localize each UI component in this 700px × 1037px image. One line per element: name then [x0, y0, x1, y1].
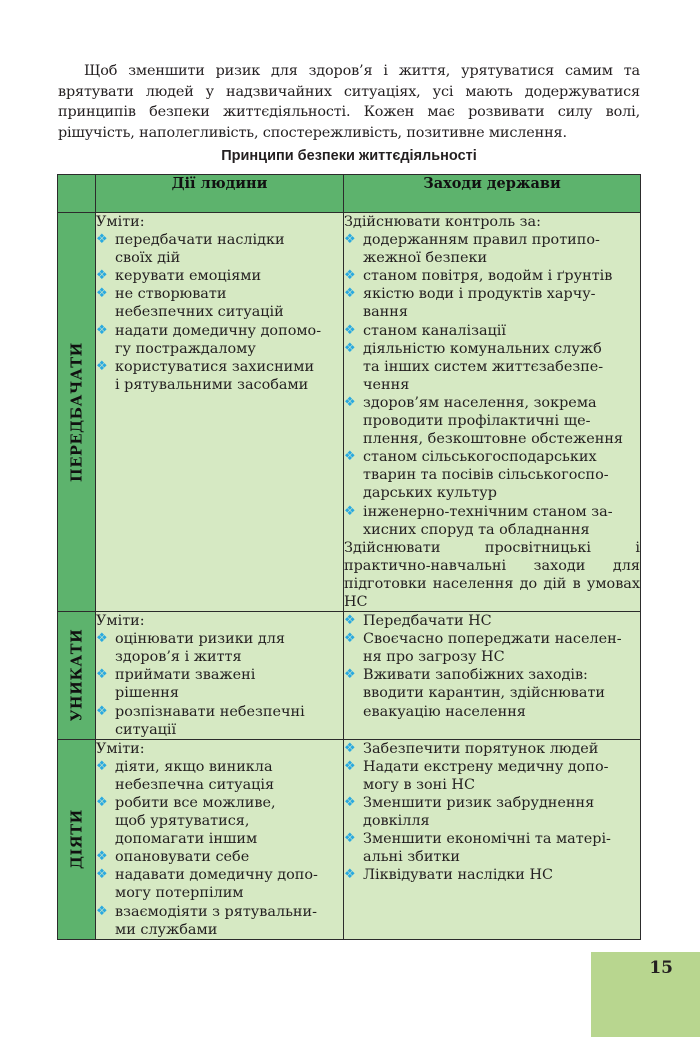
list-item	[344, 394, 640, 448]
list-item-line: якістю води і продуктів харчу-	[363, 286, 596, 303]
list-item	[96, 794, 343, 848]
list-item-line: інженерно-технічним станом за-	[363, 503, 613, 520]
state-outro	[344, 539, 640, 611]
row-label-cell	[58, 213, 96, 612]
list-item-line: ситуації	[115, 721, 177, 738]
list-item-line: плення, безкоштовне обстеження	[363, 431, 624, 448]
human-intro: Уміти:	[96, 214, 145, 230]
human-actions-cell	[96, 612, 344, 740]
list-item-line: могу в зоні НС	[363, 776, 475, 793]
diamond-bullet-icon: ❖	[96, 286, 108, 302]
diamond-bullet-icon: ❖	[96, 322, 108, 338]
list-item	[344, 285, 640, 321]
list-item	[96, 903, 343, 939]
row-label-avoid: УНИКАТИ	[68, 628, 85, 722]
list-item-line: Зменшити економічні та матері-	[363, 831, 611, 848]
list-item	[344, 322, 640, 340]
human-actions-list	[96, 231, 343, 394]
list-item-line: хисних споруд та обладнання	[363, 521, 590, 538]
intro-paragraph: Щоб зменшити ризик для здоров’я і життя, урятуватися самим та врятувати людей у надзвичайних ситуаціях, усі мають додержуватися принципів безпеки життєдіяльності. Кожен має розвивати силу волі, рішучість, наполегливість, спостережливість, позитивне мислення.	[58, 63, 640, 141]
list-item-line: станом каналізації	[363, 322, 506, 339]
list-item	[96, 285, 343, 321]
page-number-box	[591, 952, 700, 1037]
diamond-bullet-icon: ❖	[96, 867, 108, 883]
diamond-bullet-icon: ❖	[344, 795, 356, 810]
list-item-line: не створювати	[115, 286, 227, 303]
diamond-bullet-icon: ❖	[344, 322, 356, 338]
list-item-line: ми службами	[115, 921, 218, 938]
human-actions-cell	[96, 213, 344, 612]
principles-table	[57, 174, 641, 940]
list-item	[96, 322, 343, 358]
diamond-bullet-icon: ❖	[96, 703, 108, 719]
row-label-anticipate: ПЕРЕДБАЧАТИ	[68, 342, 85, 482]
list-item-line: Передбачати НС	[363, 613, 492, 630]
list-item-line: Своєчасно попереджати населен-	[363, 631, 622, 648]
list-item-line: оцінювати ризики для	[115, 631, 285, 648]
state-intro: Здійснювати контроль за:	[344, 214, 541, 230]
list-item-line: альні збитки	[363, 849, 460, 866]
diamond-bullet-icon: ❖	[96, 631, 108, 647]
list-item-line: рішення	[115, 685, 179, 702]
list-item	[96, 666, 343, 702]
diamond-bullet-icon: ❖	[344, 340, 356, 356]
list-item-line: надати домедичну допомо-	[115, 322, 322, 339]
list-item	[344, 666, 640, 720]
list-item-line: дарських культур	[363, 485, 497, 502]
list-item	[344, 630, 640, 666]
list-item-line: приймати зважені	[115, 667, 256, 684]
diamond-bullet-icon: ❖	[96, 232, 108, 248]
list-item-line: могу потерпілим	[115, 885, 244, 902]
list-item-line: гу постраждалому	[115, 340, 256, 357]
list-item-line: тварин та посівів сільськогоспо-	[363, 467, 609, 484]
diamond-bullet-icon: ❖	[344, 268, 356, 284]
list-item	[96, 758, 343, 794]
diamond-bullet-icon: ❖	[96, 667, 108, 683]
list-item-line: станом сільськогосподарських	[363, 449, 597, 466]
diamond-bullet-icon: ❖	[344, 667, 356, 683]
diamond-bullet-icon: ❖	[96, 758, 108, 774]
list-item-line: станом повітря, водойм і ґрунтів	[363, 268, 613, 285]
diamond-bullet-icon: ❖	[344, 631, 356, 647]
state-measures-cell	[344, 739, 641, 939]
diamond-bullet-icon: ❖	[344, 232, 356, 248]
diamond-bullet-icon: ❖	[344, 867, 356, 883]
diamond-bullet-icon: ❖	[96, 358, 108, 374]
list-item-line: здоров’ям населення, зокрема	[363, 394, 597, 411]
list-item-line: Вживати запобіжних заходів:	[363, 667, 588, 684]
list-item-line: передбачати наслідки	[115, 232, 285, 249]
list-item	[344, 231, 640, 267]
column-header-state-measures: Заходи держави	[344, 175, 641, 213]
human-intro: Уміти:	[96, 740, 145, 757]
list-item-line: робити все можливе,	[115, 795, 276, 811]
list-item-line: небезпечна ситуація	[115, 776, 275, 793]
list-item-line: керувати емоціями	[115, 268, 262, 285]
list-item-line: і рятувальними засобами	[115, 376, 309, 393]
text-line: Здійснювати просвітницькі і практично-навчальні заходи для підготовки населення до дій в умовах НС	[344, 539, 640, 610]
table-caption: Принципи безпеки життєдіяльності	[221, 148, 477, 164]
list-item-line: додержанням правил протипо-	[363, 232, 600, 249]
list-item-line: діяльністю комунальних служб	[363, 340, 602, 357]
list-item-line: щоб урятуватися,	[115, 813, 250, 830]
row-label-cell	[58, 612, 96, 740]
list-item-line: Надати екстрену медичну допо-	[363, 758, 609, 775]
list-item-line: евакуацію населення	[363, 703, 526, 720]
list-item-line: вання	[363, 304, 408, 321]
diamond-bullet-icon: ❖	[344, 758, 356, 774]
list-item	[344, 612, 640, 630]
list-item-line: опановувати себе	[115, 849, 250, 866]
human-actions-list	[96, 630, 343, 739]
human-intro: Уміти:	[96, 613, 145, 630]
list-item	[344, 794, 640, 830]
diamond-bullet-icon: ❖	[96, 795, 108, 810]
diamond-bullet-icon: ❖	[96, 268, 108, 284]
column-header-human-actions: Дії людини	[96, 175, 344, 213]
diamond-bullet-icon: ❖	[96, 849, 108, 865]
list-item-line: діяти, якщо виникла	[115, 758, 273, 775]
list-item	[344, 340, 640, 394]
state-measures-cell	[344, 612, 641, 740]
list-item	[344, 758, 640, 794]
diamond-bullet-icon: ❖	[344, 394, 356, 410]
state-measures-list	[344, 231, 640, 539]
state-measures-list	[344, 740, 640, 885]
list-item-line: Забезпечити порятунок людей	[363, 740, 599, 757]
list-item-line: та інших систем життєзабезпе-	[363, 358, 604, 375]
list-item-line: Зменшити ризик забруднення	[363, 795, 595, 811]
list-item	[96, 630, 343, 666]
state-measures-cell	[344, 213, 641, 612]
list-item	[96, 231, 343, 267]
page-number: 15	[649, 958, 673, 978]
list-item-line: здоров’я і життя	[115, 649, 242, 666]
list-item-line: ня про загрозу НС	[363, 649, 505, 666]
list-item-line: розпізнавати небезпечні	[115, 703, 305, 720]
list-item	[96, 848, 343, 866]
list-item-line: довкілля	[363, 813, 430, 830]
table-row-act	[58, 739, 641, 939]
table-row-anticipate	[58, 213, 641, 612]
list-item	[96, 358, 343, 394]
list-item-line: взаємодіяти з рятувальни-	[115, 903, 317, 920]
table-header-row	[58, 175, 641, 213]
list-item	[96, 267, 343, 285]
list-item-line: жежної безпеки	[363, 250, 488, 267]
list-item-line: допомагати іншим	[115, 831, 258, 848]
list-item	[344, 740, 640, 758]
human-actions-list	[96, 758, 343, 939]
list-item-line: надавати домедичну допо-	[115, 867, 318, 884]
list-item-line: своїх дій	[115, 250, 181, 267]
diamond-bullet-icon: ❖	[344, 286, 356, 302]
list-item	[344, 503, 640, 539]
list-item	[344, 448, 640, 502]
row-label-cell	[58, 739, 96, 939]
state-measures-list	[344, 612, 640, 721]
diamond-bullet-icon: ❖	[96, 903, 108, 919]
diamond-bullet-icon: ❖	[344, 503, 356, 519]
header-corner-cell	[58, 175, 96, 213]
list-item-line: чення	[363, 376, 410, 393]
diamond-bullet-icon: ❖	[344, 740, 356, 756]
list-item	[344, 830, 640, 866]
list-item-line: небезпечних ситуацій	[115, 304, 284, 321]
diamond-bullet-icon: ❖	[344, 449, 356, 465]
list-item-line: користуватися захисними	[115, 358, 315, 375]
human-actions-cell	[96, 739, 344, 939]
diamond-bullet-icon: ❖	[344, 613, 356, 629]
diamond-bullet-icon: ❖	[344, 831, 356, 847]
list-item-line: вводити карантин, здійснювати	[363, 685, 606, 702]
list-item	[344, 267, 640, 285]
list-item-line: Ліквідувати наслідки НС	[363, 867, 554, 884]
list-item	[96, 866, 343, 902]
list-item-line: проводити профілактичні ще-	[363, 413, 591, 430]
table-row-avoid	[58, 612, 641, 740]
list-item	[344, 866, 640, 884]
list-item	[96, 703, 343, 739]
row-label-act: ДІЯТИ	[68, 809, 85, 870]
